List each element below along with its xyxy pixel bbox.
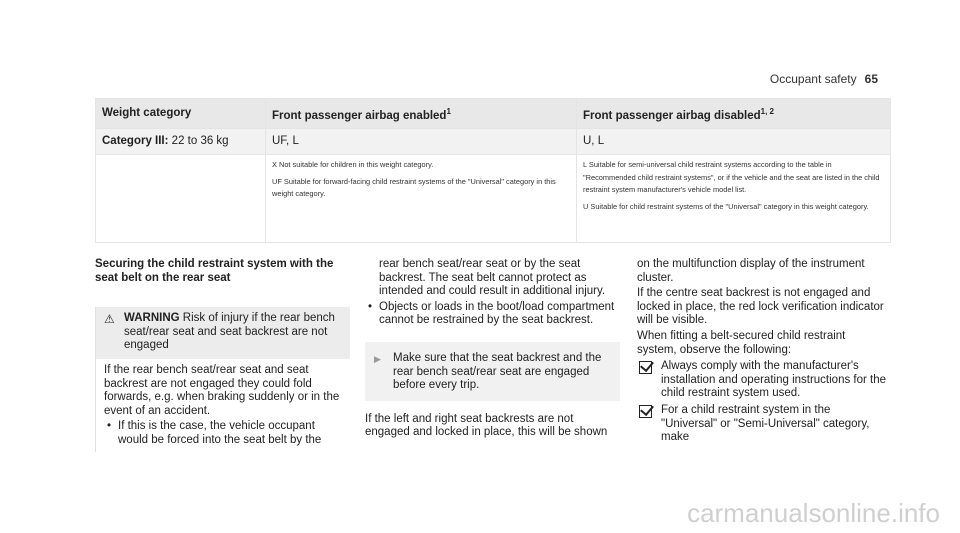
footnote-u: U Suitable for child restraint systems of the "Universal" category in this weight category.	[583, 201, 869, 211]
footnote-empty-cell	[96, 155, 266, 243]
watermark: carmanualsonline.info	[687, 498, 940, 528]
table-footnote-row	[96, 155, 891, 243]
column-2	[365, 258, 620, 440]
child-seat-table	[95, 98, 891, 243]
paragraph: If the centre seat backrest is not engaged and locked in place, the red lock verification indicator will be visible.	[637, 287, 884, 327]
section-title: Occupant safety	[769, 72, 857, 86]
table-header-row	[96, 99, 891, 129]
column-1	[95, 258, 350, 452]
footnote-uf: UF Suitable for forward-facing child restraint systems of the "Universal" category in this weight category.	[272, 176, 556, 199]
warning-header	[96, 307, 350, 359]
instruction-text: Make sure that the seat backrest and the rear bench seat/rear seat are engaged before every trip.	[393, 351, 602, 392]
bullet-dot-icon: •	[107, 420, 112, 433]
checkbox-check-icon	[639, 405, 652, 418]
cell-enabled-value: UF, L	[266, 129, 577, 155]
list-item: • Objects or loads in the boot/load compartment cannot be restrained by the seat backrest.	[368, 300, 615, 327]
header-airbag-disabled: Front passenger airbag disabled$^{1, 2}$	[577, 99, 891, 129]
warning-box	[95, 307, 350, 451]
running-head	[770, 72, 878, 86]
paragraph: When fitting a belt-secured child restraint system, observe the following:	[637, 329, 846, 356]
section-heading: Securing the child restraint system with the seat belt on the rear seat	[95, 258, 334, 284]
header-weight-category: Weight category	[96, 99, 266, 129]
arrow-right-icon: ▶	[374, 353, 381, 364]
footnotes-disabled	[577, 155, 891, 243]
header-airbag-enabled: Front passenger airbag enabled$^1$	[266, 99, 577, 129]
column-3	[637, 258, 887, 445]
paragraph: on the multifunction display of the instrument cluster.	[637, 258, 865, 284]
checklist-item: Always comply with the manufacturer's installation and operating instructions for the child restraint system used.	[637, 360, 887, 401]
bullet-continuation: rear bench seat/rear seat or by the seat backrest. The seat belt cannot protect as intended and could result in additional injury.	[379, 258, 606, 298]
cell-disabled-value: U, L	[577, 129, 891, 155]
cell-category: Category III: 22 to 36 kg	[96, 129, 266, 155]
warning-title: Risk of injury if the rear bench seat/rear seat and seat backrest are not engaged	[124, 312, 335, 352]
instruction-box	[365, 342, 620, 401]
warning-body	[96, 359, 350, 452]
checkbox-check-icon	[639, 361, 652, 374]
page-number: 65	[864, 72, 878, 86]
warning-triangle-icon: ⚠	[104, 312, 115, 327]
table-row	[96, 129, 891, 155]
footnotes-enabled	[266, 155, 577, 243]
warning-text: If the rear bench seat/rear seat and seat backrest are not engaged they could fold forwards, e.g. when braking suddenly or in the event of an accident.	[104, 363, 340, 417]
warning-label: WARNING	[124, 312, 180, 325]
footnote-l: L Suitable for semi-universal child restraint systems according to the table in "Recommended child restraint systems", or if the vehicle and the seat are listed in the child restraint system manufacturer's vehicle model list.	[583, 160, 880, 195]
list-item: • If this is the case, the vehicle occupant would be forced into the seat belt by the	[107, 420, 322, 446]
paragraph: If the left and right seat backrests are not engaged and locked in place, this will be shown	[365, 412, 608, 439]
checklist-item: For a child restraint system in the "Universal" or "Semi-Universal" category, make	[637, 404, 887, 445]
bullet-dot-icon: •	[368, 300, 373, 313]
footnote-x: X Not suitable for children in this weight category.	[272, 160, 434, 169]
